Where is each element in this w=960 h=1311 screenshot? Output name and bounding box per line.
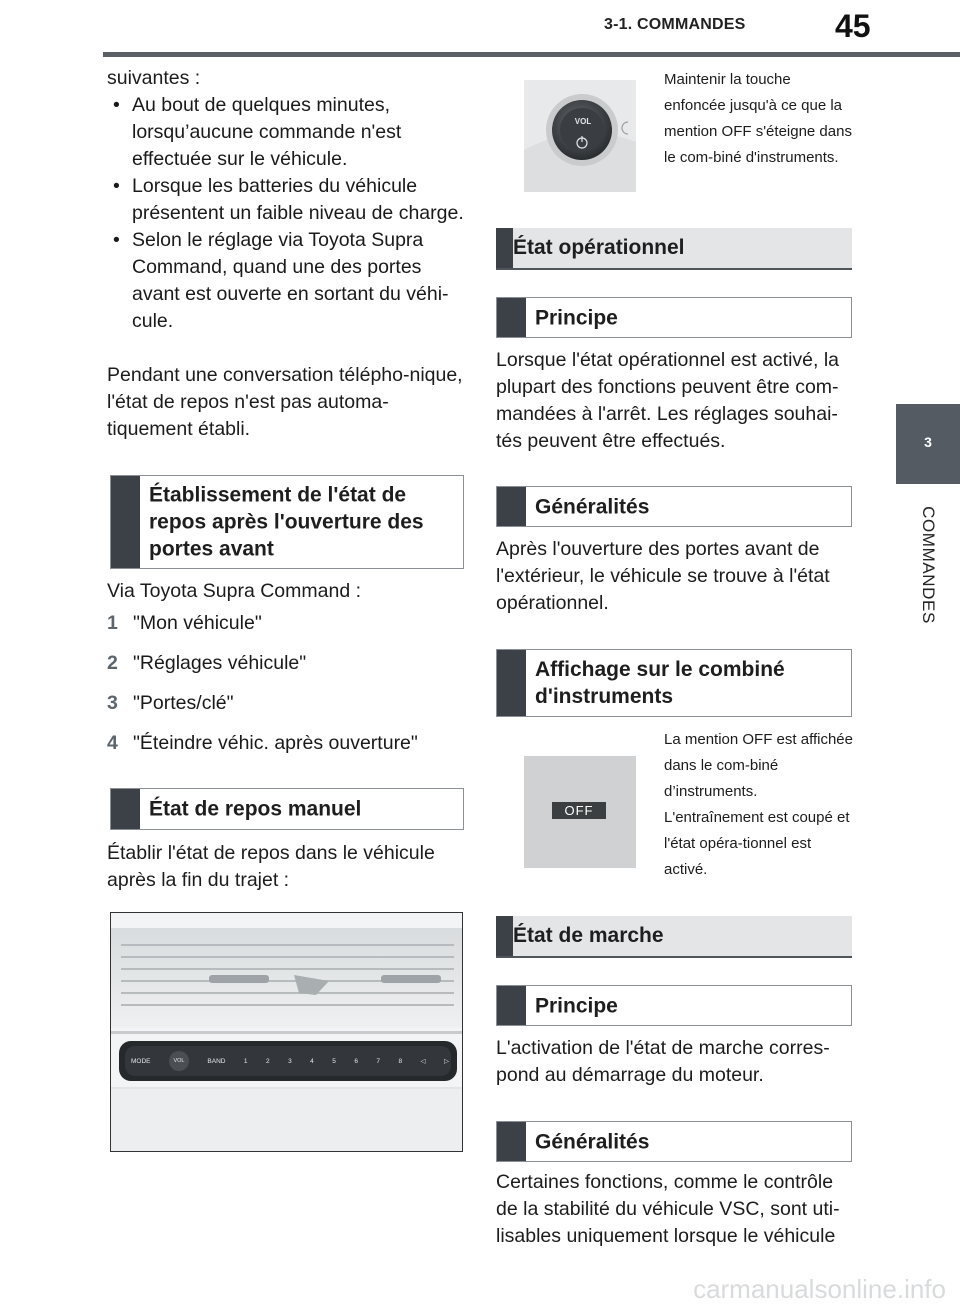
heading-general bbox=[496, 486, 852, 527]
heading-text: État de marche bbox=[513, 924, 664, 947]
preset-button: 7 bbox=[376, 1057, 381, 1065]
heading-general bbox=[496, 1121, 852, 1162]
phone-call-note: Pendant une conversation télépho-nique, l'état de repos n'est pas automa-tiquement établi. bbox=[107, 364, 463, 440]
preset-button: 3 bbox=[288, 1057, 292, 1065]
step-number: 3 bbox=[107, 692, 118, 714]
heading-marker bbox=[111, 789, 140, 829]
vol-button-figure bbox=[524, 80, 636, 192]
heading-cluster-display bbox=[496, 649, 852, 717]
control-panel-illustration bbox=[111, 913, 463, 1152]
heading-text: Principe bbox=[535, 306, 618, 329]
heading-marker bbox=[497, 986, 526, 1025]
step-text: "Éteindre véhic. après ouverture" bbox=[133, 732, 418, 754]
off-caption: La mention OFF est affichée dans le com-biné d’instruments. L'entraînement est coupé et l'état opéra-tionnel est activé. bbox=[664, 731, 853, 878]
heading-principle bbox=[496, 297, 852, 338]
section-title: 3-1. COMMANDES bbox=[604, 16, 746, 33]
step-text: "Portes/clé" bbox=[133, 692, 234, 714]
seek-forward-button: ▷ bbox=[444, 1058, 449, 1065]
operational-general-text: Après l'ouverture des portes avant de l'extérieur, le véhicule se trouve à l'état opérationnel. bbox=[496, 538, 830, 614]
vol-knob: VOL bbox=[169, 1051, 189, 1071]
vol-caption: Maintenir la touche enfoncée jusqu'à ce que la mention OFF s'éteigne dans le com-biné d'instruments. bbox=[664, 71, 852, 166]
step-item bbox=[107, 730, 467, 770]
seek-back-button: ◁ bbox=[420, 1058, 426, 1065]
heading-text: Généralités bbox=[535, 495, 650, 518]
step-item bbox=[107, 610, 467, 650]
heading-manual-rest bbox=[110, 788, 464, 830]
band-button: BAND bbox=[207, 1057, 226, 1065]
preset-button: 1 bbox=[243, 1057, 248, 1065]
off-display-figure bbox=[524, 756, 636, 868]
mode-button: MODE bbox=[131, 1057, 151, 1065]
preset-button: 4 bbox=[310, 1057, 314, 1065]
step-text: "Réglages véhicule" bbox=[133, 652, 307, 674]
heading-drive-state bbox=[496, 916, 852, 958]
heading-marker bbox=[111, 476, 140, 568]
conditions-list bbox=[107, 92, 467, 335]
list-item: • Lorsque les batteries du véhicule présentent un faible niveau de charge. bbox=[107, 173, 467, 227]
drive-general-text: Certaines fonctions, comme le contrôle de la stabilité du véhicule VSC, sont uti-lisables uniquement lorsque le véhicule bbox=[496, 1171, 840, 1247]
control-panel-figure bbox=[110, 912, 463, 1152]
step-text: "Mon véhicule" bbox=[133, 612, 262, 634]
heading-marker bbox=[497, 487, 526, 526]
heading-marker bbox=[497, 1122, 526, 1161]
step-number: 2 bbox=[107, 652, 118, 674]
preset-button: 8 bbox=[398, 1057, 403, 1065]
header-rule bbox=[103, 52, 960, 57]
step-number: 1 bbox=[107, 612, 118, 634]
operational-principle-text: Lorsque l'état opérationnel est activé, la plupart des fonctions peuvent être com-mandées à l'arrêt. Les réglages souhai-tés peuvent être effectués. bbox=[496, 349, 840, 452]
page-number: 45 bbox=[835, 8, 871, 44]
steps-list bbox=[107, 610, 467, 770]
preset-button: 6 bbox=[354, 1057, 358, 1065]
heading-text: Affichage sur le combiné d'instruments bbox=[535, 658, 785, 708]
heading-marker bbox=[497, 650, 526, 716]
heading-rest-after-doors bbox=[110, 475, 464, 569]
via-text: Via Toyota Supra Command : bbox=[107, 580, 362, 602]
heading-text: État de repos manuel bbox=[149, 797, 362, 821]
step-number: 4 bbox=[107, 732, 118, 754]
heading-operational-state bbox=[496, 228, 852, 270]
heading-marker bbox=[497, 298, 526, 337]
manual-rest-text: Établir l'état de repos dans le véhicule après la fin du trajet : bbox=[107, 842, 435, 891]
heading-principle bbox=[496, 985, 852, 1026]
preset-button: 2 bbox=[266, 1057, 270, 1065]
vol-label: VOL bbox=[574, 117, 592, 126]
intro-text: suivantes : bbox=[107, 67, 201, 89]
vol-knob-illustration bbox=[524, 80, 636, 192]
heading-text: Établissement de l'état de repos après l'ouverture des portes avant bbox=[149, 483, 424, 561]
off-indicator: OFF bbox=[552, 802, 606, 819]
heading-text: Généralités bbox=[535, 1130, 650, 1153]
panel-button-row bbox=[131, 1048, 449, 1074]
preset-button: 5 bbox=[332, 1057, 336, 1065]
chapter-number: 3 bbox=[924, 434, 932, 450]
list-item: • Selon le réglage via Toyota Supra Command, quand une des portes avant est ouverte en sortant du véhi-cule. bbox=[107, 227, 467, 335]
heading-text: État opérationnel bbox=[513, 236, 685, 259]
watermark: carmanualsonline.info bbox=[693, 1274, 946, 1304]
heading-text: Principe bbox=[535, 994, 618, 1017]
heading-marker bbox=[496, 916, 513, 956]
chapter-tab bbox=[896, 404, 960, 484]
drive-principle-text: L'activation de l'état de marche corres-pond au démarrage du moteur. bbox=[496, 1037, 830, 1086]
step-item bbox=[107, 690, 467, 730]
step-item bbox=[107, 650, 467, 690]
heading-marker bbox=[496, 228, 513, 268]
list-item: • Au bout de quelques minutes, lorsqu’aucune commande n'est effectuée sur le véhicule. bbox=[107, 92, 467, 173]
chapter-label: COMMANDES bbox=[919, 506, 938, 624]
